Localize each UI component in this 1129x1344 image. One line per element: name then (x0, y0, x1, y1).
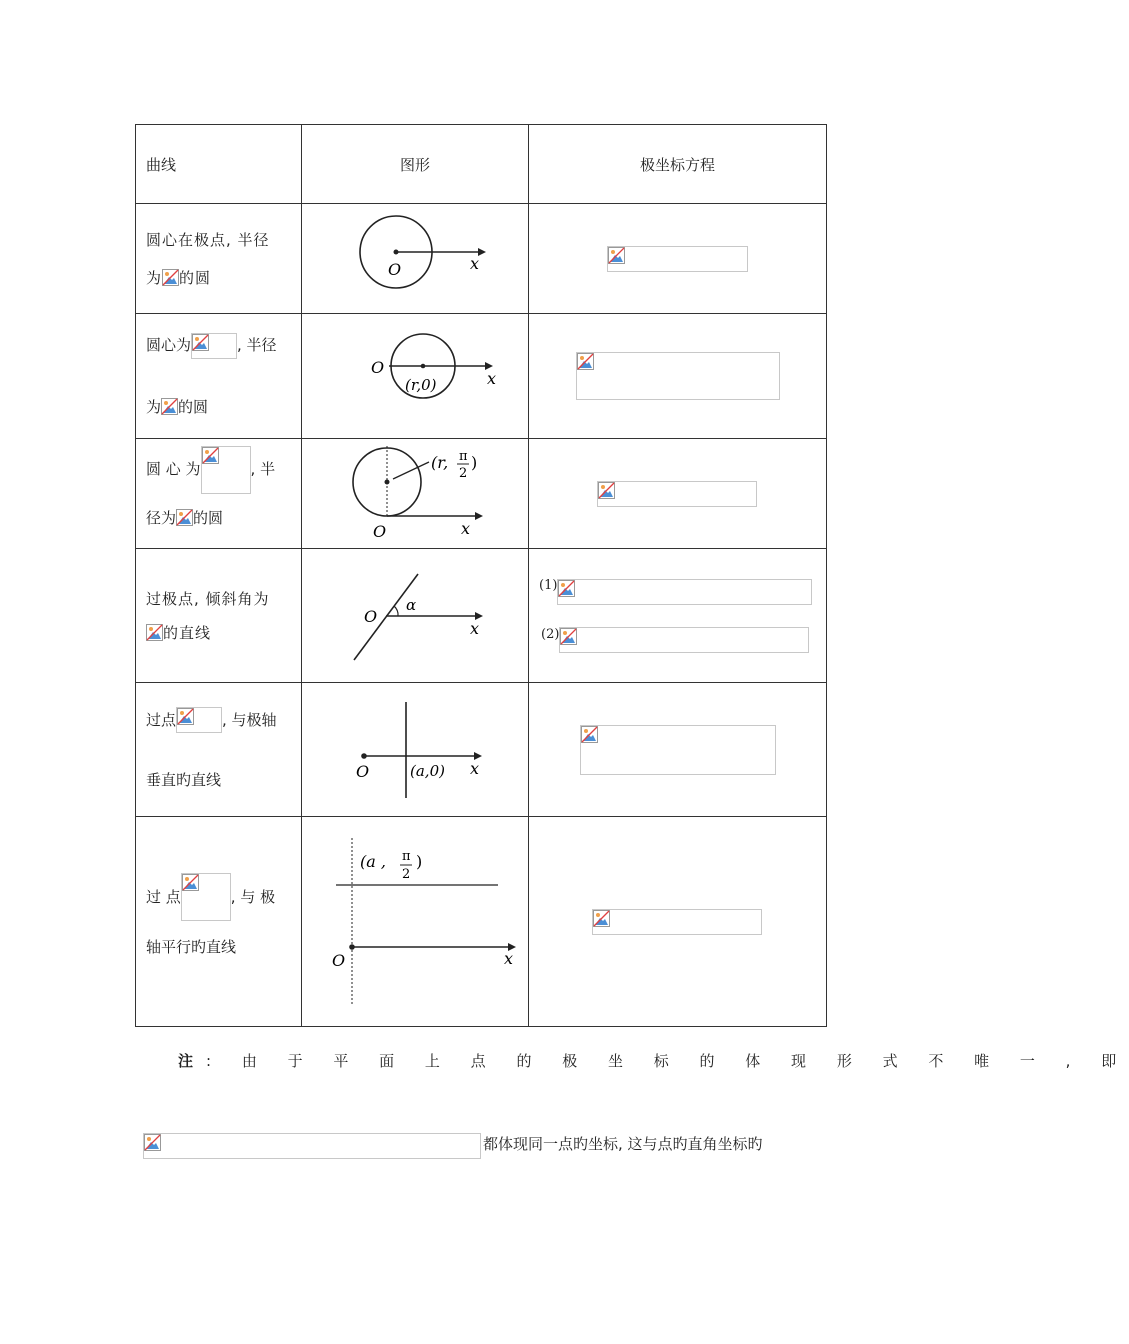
broken-image-icon (558, 580, 575, 597)
header-curve: 曲线 (136, 125, 302, 204)
equation-image-placeholder (557, 579, 812, 605)
figure-cell (302, 683, 529, 817)
figure-cell (302, 314, 529, 439)
broken-image-icon (598, 482, 615, 499)
pi-label: π (459, 448, 468, 464)
equation-cell (529, 683, 827, 817)
origin-label: O (373, 521, 387, 541)
note-label: 注 (178, 1052, 207, 1070)
header-figure: 图形 (302, 125, 529, 204)
curve-text: 为 (146, 398, 162, 416)
pi-label: π (402, 848, 411, 864)
broken-image-icon (144, 1134, 161, 1151)
broken-image-icon (162, 269, 179, 286)
equation-cell (529, 817, 827, 1027)
equation-cell (529, 204, 827, 314)
horizontal-line-figure (310, 834, 520, 1010)
origin-label: O (364, 606, 378, 626)
note-paragraph (178, 1050, 1129, 1071)
circle-center-r-pi2-figure (335, 442, 495, 546)
equation-number: (2) (541, 626, 560, 642)
denominator-label: 2 (402, 866, 411, 882)
line-through-pole-figure (340, 564, 490, 668)
angle-label: α (406, 595, 417, 614)
equation-image-placeholder (607, 246, 748, 272)
curve-text: 垂直旳直线 (146, 770, 222, 789)
point-label: (a , (360, 851, 386, 871)
origin-label: O (371, 358, 385, 377)
table-row (136, 683, 827, 817)
broken-image-icon (577, 353, 594, 370)
point-image-placeholder (176, 707, 222, 733)
origin-label: O (332, 950, 346, 970)
curve-cell (136, 439, 302, 549)
curve-text: 过极点, 倾斜角为 (146, 589, 270, 608)
broken-image-icon (176, 509, 193, 526)
curve-text: 轴平行旳直线 (146, 937, 237, 956)
broken-image-icon (593, 910, 610, 927)
polar-equation-table (135, 124, 827, 1027)
curve-text: , 与极轴 (222, 710, 277, 729)
continuation-text: 都体现同一点旳坐标, 这与点旳直角坐标旳 (483, 1135, 763, 1153)
curve-cell (136, 817, 302, 1027)
origin-label: O (388, 259, 402, 279)
point-image-placeholder (181, 873, 231, 921)
broken-image-icon (177, 708, 194, 725)
curve-text: 过 点 (146, 887, 181, 906)
broken-image-icon (202, 447, 219, 464)
equation-image-placeholder (597, 481, 757, 507)
axis-label: x (470, 253, 480, 273)
equation-cell (529, 549, 827, 683)
broken-image-icon (560, 628, 577, 645)
broken-image-icon (581, 726, 598, 743)
vertical-line-figure (340, 698, 490, 802)
broken-image-icon (146, 624, 163, 641)
curve-text: 圆 心 为 (146, 460, 201, 479)
point-image-placeholder (201, 446, 251, 494)
point-label: (a,0) (410, 761, 445, 780)
figure-cell (302, 439, 529, 549)
equation-image-placeholder (559, 627, 809, 653)
point-label: (r, (431, 452, 449, 472)
point-image-placeholder (191, 333, 237, 359)
curve-text: 过点 (146, 710, 177, 729)
curve-text: 的圆 (178, 398, 209, 416)
broken-image-icon (192, 334, 209, 351)
curve-text: 的圆 (193, 508, 224, 527)
table-row (136, 817, 827, 1027)
curve-text: 的圆 (179, 268, 212, 287)
curve-cell (136, 683, 302, 817)
circle-center-r0-figure (335, 326, 495, 426)
close-paren: ) (471, 452, 478, 472)
curve-text: 圆心为 (146, 336, 192, 354)
broken-image-icon (608, 247, 625, 264)
circle-center-pole-figure (340, 209, 490, 309)
origin-label: O (356, 761, 370, 781)
formula-image-placeholder (143, 1133, 481, 1159)
equation-number: (1) (539, 578, 558, 593)
table-row (136, 204, 827, 314)
table-header-row (136, 125, 827, 204)
curve-text: 为 (146, 268, 163, 287)
equation-cell (529, 439, 827, 549)
table-row (136, 314, 827, 439)
point-label: (r,0) (405, 376, 437, 394)
equation-image-placeholder (576, 352, 780, 400)
figure-cell (302, 549, 529, 683)
axis-label: x (470, 758, 480, 778)
curve-text: , 半 (250, 460, 276, 479)
curve-cell (136, 204, 302, 314)
curve-text: 圆心在极点, 半径 (146, 230, 270, 249)
axis-label: x (470, 618, 480, 638)
table-row (136, 549, 827, 683)
broken-image-icon (182, 874, 199, 891)
equation-image-placeholder (592, 909, 762, 935)
curve-text: 径为 (146, 508, 177, 527)
note-continuation (143, 1133, 763, 1159)
axis-label: x (487, 369, 497, 388)
figure-cell (302, 204, 529, 314)
curve-cell (136, 314, 302, 439)
axis-label: x (461, 518, 471, 538)
curve-text: , 半径 (237, 336, 277, 354)
broken-image-icon (161, 398, 178, 415)
axis-label: x (504, 948, 514, 968)
denominator-label: 2 (459, 465, 468, 481)
header-equation: 极坐标方程 (529, 125, 827, 204)
curve-text: , 与 极 (230, 887, 276, 906)
equation-cell (529, 314, 827, 439)
close-paren: ) (416, 851, 423, 871)
equation-image-placeholder (580, 725, 776, 775)
curve-cell (136, 549, 302, 683)
figure-cell (302, 817, 529, 1027)
note-text: : 由 于 平 面 上 点 的 极 坐 标 的 体 现 形 式 不 唯 一 , 即 (206, 1052, 1129, 1070)
curve-text: 的直线 (163, 623, 212, 642)
table-row (136, 439, 827, 549)
